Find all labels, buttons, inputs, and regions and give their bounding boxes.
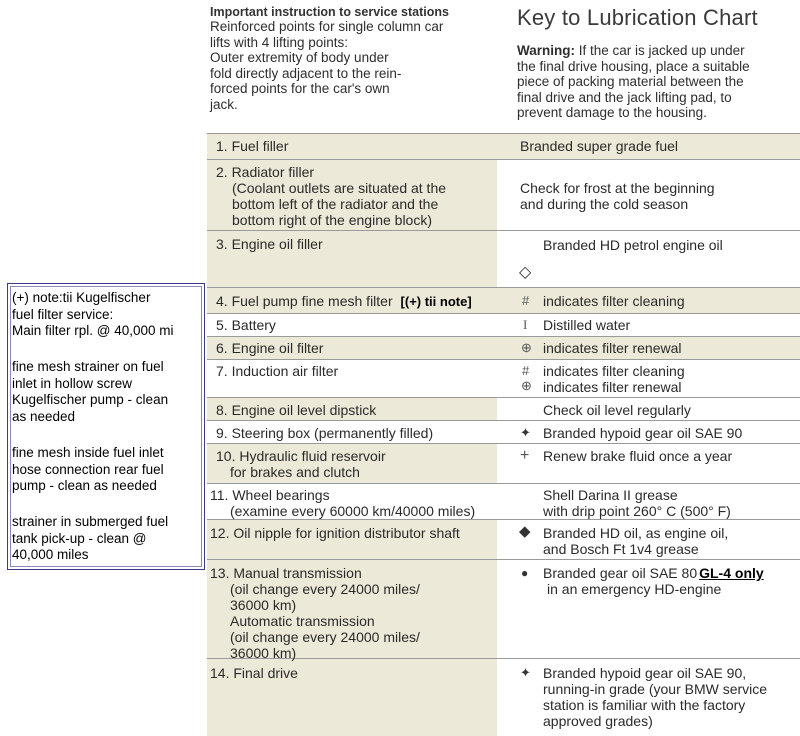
row-1-value: Branded super grade fuel	[520, 138, 678, 154]
row-7-value-line: indicates filter cleaning	[543, 363, 685, 379]
note-paragraph	[12, 445, 208, 495]
page-title: Key to Lubrication Chart	[517, 5, 758, 30]
battery-icon: I	[523, 317, 528, 332]
intro-heading: Important instruction to service stations	[210, 5, 449, 19]
row-13-line: 13. Manual transmission	[210, 565, 362, 581]
row-8-value: Check oil level regularly	[543, 402, 691, 418]
row-5-value: Distilled water	[543, 317, 631, 333]
row-9-value: Branded hypoid gear oil SAE 90	[543, 425, 743, 441]
filter-cleaning-icon: #	[522, 293, 530, 308]
row-11-value	[543, 487, 731, 519]
plus-icon: +	[520, 447, 530, 464]
row-11-line: 11. Wheel bearings	[210, 487, 330, 503]
row-2-label	[216, 164, 446, 228]
row-12-value-line: Branded HD oil, as engine oil,	[543, 525, 729, 541]
row-13-value	[543, 565, 764, 597]
gl4-note: GL-4 only	[699, 565, 764, 581]
note-paragraph	[12, 359, 208, 425]
row-12-label: 12. Oil nipple for ignition distributor shaft	[210, 525, 460, 541]
row-10-label	[216, 448, 386, 480]
row-11-value-line: Shell Darina II grease	[543, 487, 678, 503]
warning-line: piece of packing material between the	[517, 74, 744, 89]
row-7-label: 7. Induction air filter	[216, 363, 339, 379]
row-divider	[207, 359, 800, 360]
row-14-value-line: station is familiar with the factory	[543, 697, 746, 713]
row-10-line: for brakes and clutch	[230, 464, 360, 480]
note-line: 40,000 miles	[12, 547, 89, 562]
row-10-value: Renew brake fluid once a year	[543, 448, 733, 464]
row-14-value-line: approved grades)	[543, 713, 653, 729]
note-paragraph	[12, 290, 208, 340]
note-line: pump - clean as needed	[12, 478, 157, 493]
row-9-label: 9. Steering box (permanently filled)	[216, 425, 434, 441]
row-4-value: indicates filter cleaning	[543, 293, 685, 309]
row-2-line: (Coolant outlets are situated at the	[232, 180, 447, 196]
row-13-line: (oil change every 24000 miles/	[230, 629, 420, 645]
row-shade	[207, 134, 800, 159]
row-12-value-line: and Bosch Ft 1v4 grease	[543, 541, 699, 557]
row-8-label: 8. Engine oil level dipstick	[216, 402, 377, 418]
row-13-line: 36000 km)	[230, 597, 297, 613]
row-7-value-line: indicates filter renewal	[543, 379, 682, 395]
note-line: strainer in submerged fuel	[12, 514, 169, 529]
row-13-value-line: Branded gear oil SAE 80	[543, 565, 698, 581]
note-paragraph	[12, 514, 208, 564]
intro-line: fold directly adjacent to the rein-	[210, 65, 402, 81]
row-1-label: 1. Fuel filler	[216, 138, 289, 154]
note-line: hose connection rear fuel	[12, 461, 164, 477]
row-3-label: 3. Engine oil filler	[216, 236, 323, 252]
row-6-label: 6. Engine oil filter	[216, 340, 324, 356]
warning-line: final drive and the jack lifting pad, to	[517, 89, 732, 105]
filter-cleaning-icon: #	[522, 363, 530, 378]
note-line: fine mesh inside fuel inlet	[12, 445, 164, 460]
row-2-line: bottom right of the engine block)	[232, 212, 433, 228]
row-4-label-text: 4. Fuel pump fine mesh filter	[216, 293, 393, 309]
note-line: fuel filter service:	[12, 306, 114, 322]
warning-line: If the car is jacked up under	[575, 43, 745, 58]
row-2-line: bottom left of the radiator and the	[232, 196, 439, 212]
filter-renewal-icon: ⊕	[521, 378, 532, 393]
note-line: inlet in hollow screw	[12, 375, 133, 391]
warning-line: prevent damage to the housing.	[517, 105, 707, 120]
intro-text	[210, 19, 443, 112]
filter-renewal-icon: ⊕	[521, 340, 532, 355]
row-13-label	[210, 565, 420, 661]
row-10-line: 10. Hydraulic fluid reservoir	[216, 448, 386, 464]
intro-line: jack.	[210, 96, 238, 112]
note-line: (+) note:tii Kugelfischer	[12, 290, 151, 305]
intro-line: Reinforced points for single column car	[210, 19, 444, 34]
row-divider	[207, 313, 800, 314]
hypoid-oil-icon: ✦	[520, 665, 531, 680]
row-6-value: indicates filter renewal	[543, 340, 682, 356]
row-13-line: (oil change every 24000 miles/	[230, 581, 420, 597]
row-7-value	[543, 363, 685, 395]
warning-text	[517, 43, 750, 121]
row-12-value	[543, 525, 728, 557]
row-2-value-line: Check for frost at the beginning	[520, 180, 715, 196]
diamond-solid-icon: ◆	[519, 523, 531, 540]
row-2-line: 2. Radiator filler	[216, 164, 315, 180]
warning-label: Warning:	[517, 43, 575, 58]
row-14-label: 14. Final drive	[210, 665, 298, 681]
row-2-value	[520, 180, 715, 212]
diamond-outline-icon: ◇	[519, 264, 532, 281]
note-line: Main filter rpl. @ 40,000 mi	[12, 323, 174, 338]
row-4-label	[216, 293, 472, 310]
row-5-label: 5. Battery	[216, 317, 276, 333]
row-11-value-line: with drip point 260° C (500° F)	[543, 503, 731, 519]
intro-line: forced points for the car's own	[210, 81, 390, 96]
row-11-label	[210, 487, 475, 519]
note-line: Kugelfischer pump - clean	[12, 392, 169, 407]
note-line: tank pick-up - clean @	[12, 530, 147, 546]
row-13-line: 36000 km)	[230, 645, 297, 661]
row-13-line: Automatic transmission	[230, 613, 375, 629]
row-14-value-line: Branded hypoid gear oil SAE 90,	[543, 665, 747, 681]
row-divider	[207, 420, 800, 421]
hypoid-oil-icon: ✦	[520, 425, 531, 440]
row-14-value-line: running-in grade (your BMW service	[543, 681, 768, 697]
tii-note-marker: [(+) tii note]	[400, 294, 472, 309]
warning-line: the final drive housing, place a suitable	[517, 58, 750, 74]
row-13-value-line: in an emergency HD-engine	[547, 581, 722, 597]
row-11-line: (examine every 60000 km/40000 miles)	[230, 503, 476, 519]
row-14-value	[543, 665, 767, 729]
note-line: fine mesh strainer on fuel	[12, 359, 164, 374]
dot-icon: ●	[521, 566, 529, 580]
row-3-value: Branded HD petrol engine oil	[543, 237, 723, 253]
intro-line: lifts with 4 lifting points:	[210, 34, 349, 50]
row-divider	[207, 483, 800, 484]
intro-line: Outer extremity of body under	[210, 50, 389, 65]
row-2-value-line: and during the cold season	[520, 196, 689, 212]
note-line: as needed	[12, 408, 76, 424]
